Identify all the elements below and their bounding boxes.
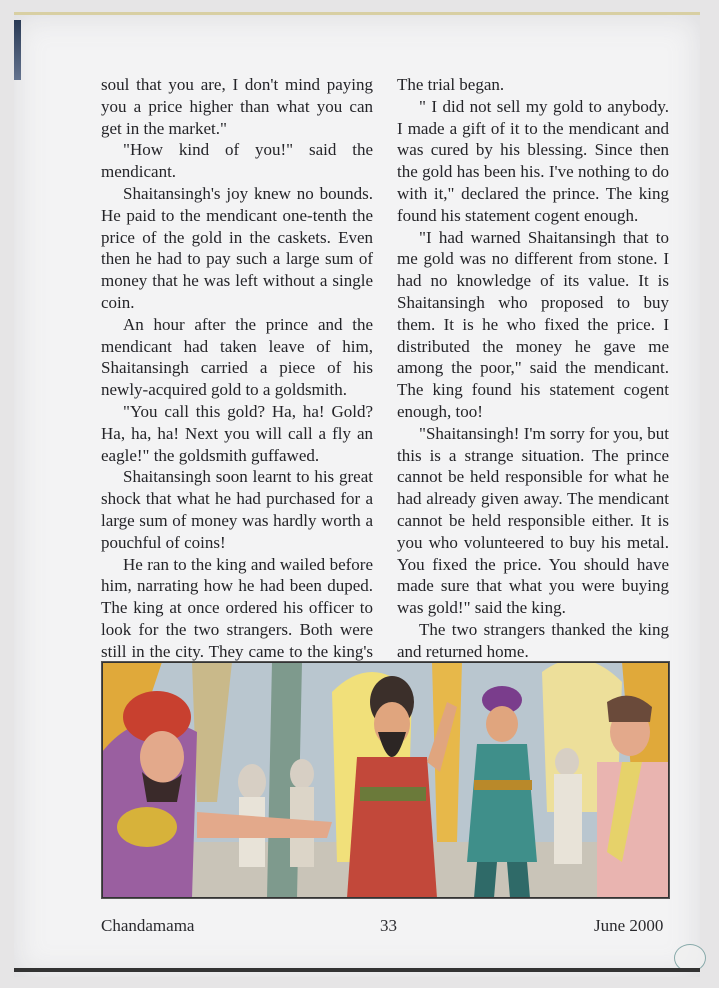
- paragraph: Shaitansingh's joy knew no bounds. He paid to the mendicant one-tenth the price of the gold in the caskets. Even then he had to pay such a large sum of money that he was left without a single coin.: [101, 183, 373, 312]
- paragraph: He ran to the king and wailed before him, narrating how he had been duped. The king at once ordered his officer to look for the two strangers. Both were still in the city. They came to the king's: [101, 554, 373, 661]
- paragraph: The trial began.: [397, 75, 505, 94]
- magazine-title: Chandamama: [101, 916, 195, 935]
- paragraph: "I had warned Shaitansingh that to me gold was no different from stone. I had no knowledge of its value. It is Shaitansingh who proposed to buy them. It is he who fixed the price. I distributed the money he gave me among the poor," said the mendicant. The king found his statement cogent enough, too!: [397, 227, 669, 421]
- page-bottom-edge: [14, 968, 700, 972]
- paragraph: The two strangers thanked the king and returned home.: [397, 619, 669, 661]
- binding-edge: [14, 20, 21, 80]
- paragraph: "How kind of you!" said the mendicant.: [101, 140, 373, 182]
- issue-date: June 2000: [594, 916, 664, 935]
- paragraph: "Shaitansingh! I'm sorry for you, but this is a strange situation. The prince cannot be held responsible for what he had already given away. The mendicant cannot be held responsible either. It is you who volunteered to buy his metal. You fixed the price. You should have made sure that what you were buying was gold!" said the king.: [397, 423, 669, 618]
- paragraph: An hour after the prince and the mendicant had taken leave of him, Shaitansingh carried a piece of his newly-acquired gold to a goldsmith.: [101, 314, 373, 400]
- right-text-column: [397, 74, 669, 663]
- court-scene-illustration: [101, 661, 670, 899]
- paragraph: " I did not sell my gold to anybody. I made a gift of it to the mendicant and was cured by his blessing. Since then the gold has been his. I've nothing to do with it," declared the prince. The king found his statement cogent enough.: [397, 96, 669, 225]
- paragraph: Shaitansingh soon learnt to his great shock that what he had purchased for a large sum of money was hardly worth a pouchful of coins!: [101, 467, 373, 552]
- page-number: 33: [380, 916, 397, 935]
- paragraph: soul that you are, I don't mind paying you a price higher than what you can get in the market.": [101, 75, 373, 138]
- left-text-column: [101, 74, 373, 684]
- paragraph: "You call this gold? Ha, ha! Gold? Ha, ha, ha! Next you will call a fly an eagle!" the goldsmith guffawed.: [101, 401, 373, 465]
